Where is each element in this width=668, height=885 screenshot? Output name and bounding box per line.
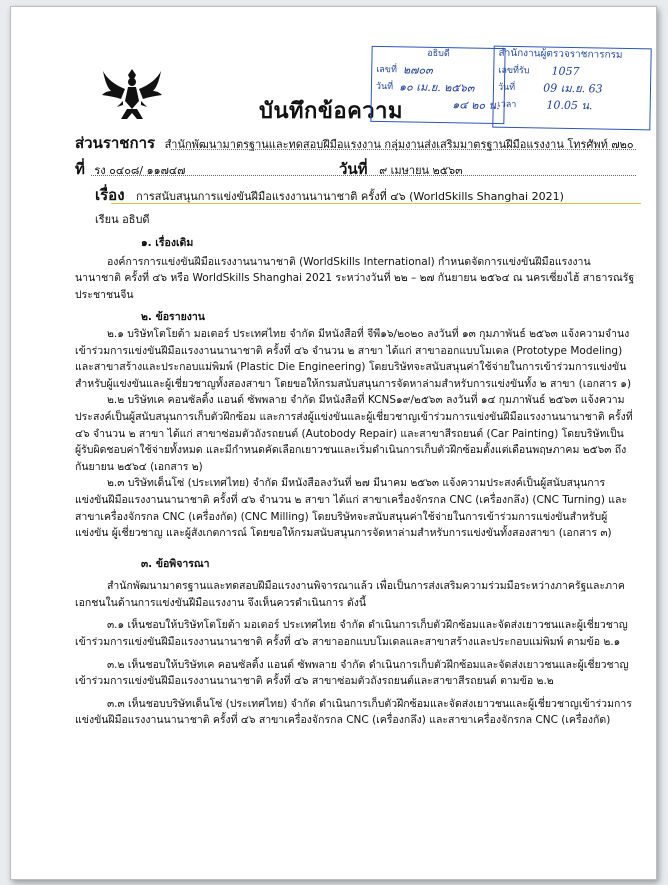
date-value: ๙ เมษายน ๒๕๖๓ xyxy=(379,164,463,177)
stamp-inspector-date-label: วันที่ xyxy=(497,82,516,94)
subject-value: การสนับสนุนการแข่งขันฝีมือแรงงานนานาชาติ ครั้งที่ ๔๖ (WorldSkills Shanghai 2021) xyxy=(136,190,564,203)
section-3-title: ๓. ข้อพิจารณา xyxy=(141,557,210,570)
subject-underline xyxy=(111,203,641,204)
stamp-number-label: เลขที่ xyxy=(376,64,398,76)
section-3-3-paragraph: ๓.๓ เห็นชอบบริษัทเด็นโซ่ (ประเทศไทย) จำกัด ดำเนินการเก็บตัวฝึกซ้อมและจัดส่งเยาวชนและผู้เชี่ยวชาญเข้าร่วมการแข่งขันฝีมือแรงงานนานาชาติ ครั้งที่ ๔๖ สาขาเครื่องจักรกล CNC (เครื่องกลึง) และสาขาเครื่องจักรกล CNC (เครื่องกัด) xyxy=(75,697,632,727)
stamp-inspector-number-value: 1057 xyxy=(551,64,580,79)
stamp-date-value: ๑๐ เม.ย. ๒๕๖๓ xyxy=(398,80,475,95)
section-3-2-paragraph: ๓.๒ เห็นชอบให้บริษัทเค คอนซัลติ้ง แอนด์ ซัพพลาย จำกัด ดำเนินการเก็บตัวฝึกซ้อมและจัดส่งเยาวชนและผู้เชี่ยวชาญเข้าร่วมการแข่งขันฝีมือแรงงานนานาชาติ ครั้งที่ ๔๖ สาขาซ่อมตัวถังรถยนต์และสาขาสีรถยนต์ ตามข้อ ๒.๒ xyxy=(75,658,629,688)
stamp-date-label: วันที่ xyxy=(375,81,394,93)
document-page xyxy=(10,6,657,880)
section-2-1-paragraph: ๒.๑ บริษัทโตโยต้า มอเตอร์ ประเทศไทย จำกัด มีหนังสือที่ จีพี๑๖/๒๐๒๐ ลงวันที่ ๑๓ กุมภาพันธ์ ๒๕๖๓ แจ้งความจำนงเข้าร่วมการแข่งขันฝีมือแรงงานนานาชาติ ครั้งที่ ๔๖ จำนวน ๒ สาขา ได้แก่ สาขาออกแบบโมเดล (Prototype Modeling) และสาขาสร้างและประกอบแม่พิมพ์ (Plastic Die Engineering) โดยบริษัทจะสนับสนุนค่าใช้จ่ายในการเข้าร่วมการแข่งขันสำหรับผู้แข่งขันและผู้เชี่ยวชาญทั้งสองสาขา โดยขอให้กรมสนับสนุนการจัดหาล่ามสำหรับการแข่งขันทั้ง ๒ สาขา (เอกสาร ๑) xyxy=(75,327,632,390)
memo-title: บันทึกข้อความ xyxy=(259,99,404,124)
section-1-paragraph: องค์การการแข่งขันฝีมือแรงงานนานาชาติ (WorldSkills International) กำหนดจัดการแข่งขันฝีมือแรงงานนานาชาติ ครั้งที่ ๔๖ หรือ WorldSkills Shanghai 2021 ระหว่างวันที่ ๒๒ – ๒๗ กันยายน ๒๕๖๔ ณ นครเซี่ยงไฮ้ สาธารณรัฐประชาชนจีน xyxy=(75,255,635,301)
stamp-inspector-date-value: 09 เม.ย. 63 xyxy=(543,81,603,96)
agency-value: สำนักพัฒนามาตรฐานและทดสอบฝีมือแรงงาน กลุ่มงานส่งเสริมมาตรฐานฝีมือแรงงาน โทรศัพท์ ๗๒๐ xyxy=(164,138,634,151)
stamp-inspector-number-label: เลขที่รับ xyxy=(498,65,530,77)
reference-dotted-line xyxy=(91,175,636,176)
salutation: เรียน อธิบดี xyxy=(95,213,150,226)
date-line xyxy=(339,157,463,181)
section-2-title: ๒. ข้อรายงาน xyxy=(141,311,205,324)
reference-line xyxy=(75,157,185,181)
stamp-director-label: อธิบดี xyxy=(427,48,450,60)
stamp-inspector-office: สำนักงานผู้ตรวจราชการกรม xyxy=(498,47,623,61)
section-3-1-paragraph: ๓.๑ เห็นชอบให้บริษัทโตโยต้า มอเตอร์ ประเทศไทย จำกัด ดำเนินการเก็บตัวฝึกซ้อมและจัดส่งเยาวชนและผู้เชี่ยวชาญเข้าร่วมการแข่งขันฝีมือแรงงานนานาชาติ ครั้งที่ ๔๖ สาขาออกแบบโมเดลและสาขาสร้างและประกอบแม่พิมพ์ ตามข้อ ๒.๑ xyxy=(75,619,628,649)
stamp-inspector-time-value: 10.05 น. xyxy=(546,98,593,113)
stamp-inspector-time-label: เวลา xyxy=(497,99,517,111)
memo-body xyxy=(75,235,635,729)
stamp-time-value: ๑๔ ๒๐ น. xyxy=(452,98,500,113)
reference-label: ที่ xyxy=(75,160,85,178)
section-1-title: ๑. เรื่องเดิม xyxy=(141,237,194,249)
garuda-emblem-icon xyxy=(101,65,163,123)
stamp-number-value: ๒๗๐๓ xyxy=(402,63,433,77)
receipt-stamp-director xyxy=(370,46,505,124)
section-2-2-paragraph: ๒.๒ บริษัทเค คอนซัลติ้ง แอนด์ ซัพพลาย จำกัด มีหนังสือที่ KCNS๑๙/๒๕๖๓ ลงวันที่ ๑๔ กุมภาพันธ์ ๒๕๖๓ แจ้งความประสงค์เป็นผู้สนับสนุนการเก็บตัวฝึกซ้อม และการส่งผู้แข่งขันและผู้เชี่ยวชาญเข้าร่วมการแข่งขันฝีมือแรงงานนานาชาติ ครั้งที่ ๔๖ จำนวน ๒ สาขา ได้แก่ สาขาซ่อมตัวถังรถยนต์ (Autobody Repair) และสาขาสีรถยนต์ (Car Painting) โดยบริษัทเป็นผู้รับผิดชอบค่าใช้จ่ายทั้งหมด และมีกำหนดคัดเลือกเยาวชนและเริ่มดำเนินการเก็บตัวฝึกซ้อมตั้งแต่เดือนพฤษภาคม ๒๕๖๓ ถึงกันยายน ๒๕๖๔ (เอกสาร ๒) xyxy=(75,394,633,473)
agency-label: ส่วนราชการ xyxy=(75,134,156,152)
subject-label: เรื่อง xyxy=(95,186,125,204)
receipt-stamp-inspector xyxy=(492,46,651,131)
date-label: วันที่ xyxy=(339,160,368,178)
reference-value: รง ๐๔๐๘/ ๑๑๗๔๗ xyxy=(94,164,186,177)
agency-dotted-line xyxy=(171,149,636,150)
agency-line xyxy=(75,131,634,155)
section-2-3-paragraph: ๒.๓ บริษัทเด็นโซ่ (ประเทศไทย) จำกัด มีหนังสือลงวันที่ ๒๗ มีนาคม ๒๕๖๓ แจ้งความประสงค์เป็นผู้สนับสนุนการแข่งขันฝีมือแรงงานนานาชาติ ครั้งที่ ๔๖ จำนวน ๒ สาขา ได้แก่ สาขาเครื่องจักรกล CNC (เครื่องกลึง) (CNC Turning) และสาขาเครื่องจักรกล CNC (เครื่องกัด) (CNC Milling) โดยบริษัทจะสนับสนุนค่าใช้จ่ายในการเข้าร่วมการแข่งขันสำหรับผู้แข่งขัน ผู้เชี่ยวชาญ และผู้สังเกตการณ์ โดยขอให้กรมสนับสนุนการจัดหาล่ามสำหรับการแข่งขันทั้งสองสาขา (เอกสาร ๓) xyxy=(75,477,628,540)
section-3-intro-paragraph: สำนักพัฒนามาตรฐานและทดสอบฝีมือแรงงานพิจารณาแล้ว เพื่อเป็นการส่งเสริมความร่วมมือระหว่างภาครัฐและภาคเอกชนในด้านการแข่งขันฝีมือแรงงาน จึงเห็นควรดำเนินการ ดังนี้ xyxy=(75,580,625,609)
